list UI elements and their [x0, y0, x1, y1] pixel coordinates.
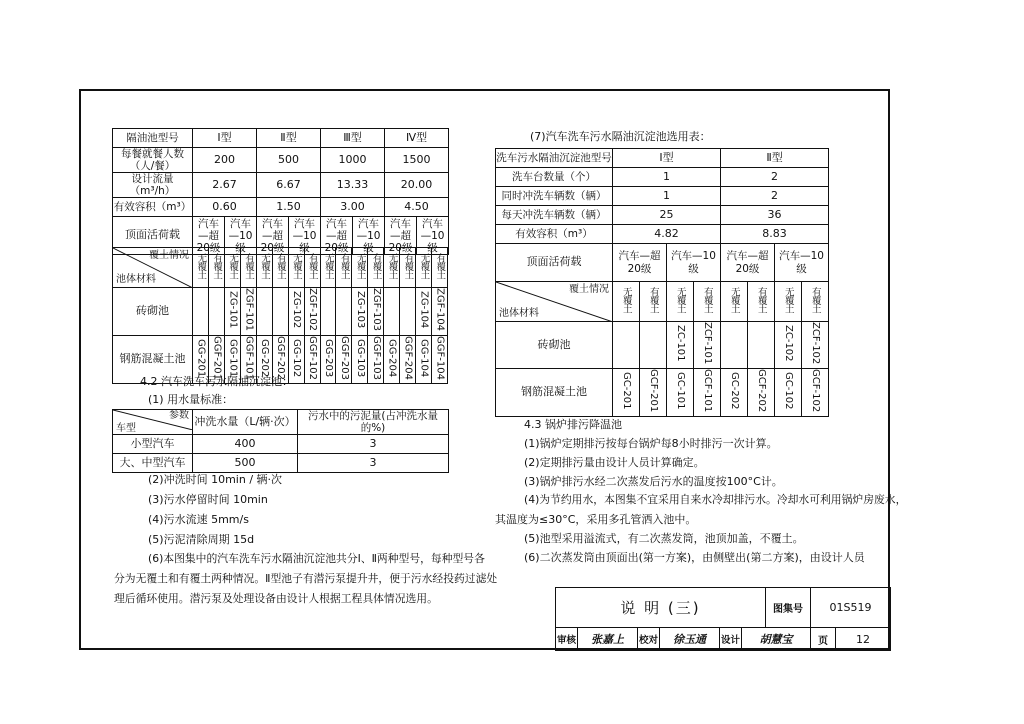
- check-signature: 徐玉通: [660, 628, 720, 651]
- grease-trap-table: [112, 128, 449, 255]
- t2-type-2: Ⅱ型: [721, 149, 829, 168]
- title-block: [555, 587, 891, 651]
- note-5: (5)污泥清除周期 15d: [148, 533, 255, 546]
- t1-rc-code: GG-102: [288, 335, 304, 384]
- t1-cover-cell: 无覆土: [288, 248, 304, 288]
- t2-cell: 36: [721, 206, 829, 225]
- t1-rc-code: GGF-203: [336, 335, 352, 384]
- t3-cell: 400: [193, 435, 298, 454]
- t1-brick-code: [400, 288, 416, 336]
- t1-cell: 0.60: [193, 198, 257, 217]
- atlas-number: 01S519: [811, 588, 891, 628]
- t1-cell: 2.67: [193, 173, 257, 198]
- t2-rc-code: GCF-202: [748, 368, 775, 416]
- t2-rc-code: GC-201: [613, 368, 640, 416]
- boiler-note-4-line1: (4)为节约用水，本图集不宜采用自来水冷却排污水。冷却水可利用锅炉房废水，: [524, 493, 907, 506]
- design-label: 设计: [720, 628, 742, 651]
- t1-rc-code: GG-202: [256, 335, 272, 384]
- t2-brick-code: [640, 322, 667, 369]
- t2-load: 汽车—超20级: [613, 244, 667, 282]
- t1-cover-cell: 有覆土: [400, 248, 416, 288]
- t1-brick-code: [272, 288, 288, 336]
- t1-load: 汽车—超20级: [385, 217, 417, 255]
- t3-cell: 3: [298, 454, 449, 473]
- t2-load: 汽车—10级: [667, 244, 721, 282]
- t1-cover-cell: 无覆土: [384, 248, 400, 288]
- t2-rc-code: GCF-201: [640, 368, 667, 416]
- t2-brick-code: ZC-102: [775, 322, 802, 369]
- t3-cell: 500: [193, 454, 298, 473]
- t2-rc-code: GC-101: [667, 368, 694, 416]
- t2-daily-label: 每天冲洗车辆数（辆）: [496, 206, 613, 225]
- t1-load: 汽车—10级: [417, 217, 449, 255]
- t2-brick-code: [613, 322, 640, 369]
- t1-brick-code: ZGF-104: [432, 288, 448, 336]
- boiler-note-6: (6)二次蒸发筒由顶面出(第一方案)，由侧壁出(第二方案)，由设计人员: [524, 551, 865, 564]
- t2-cover-cell: 有覆土: [802, 282, 829, 322]
- t1-cell: 1500: [385, 148, 449, 173]
- wash-water-table: [112, 409, 449, 473]
- t2-brick-code: ZCF-102: [802, 322, 829, 369]
- t2-rc-code: GCF-101: [694, 368, 721, 416]
- note-2: (2)冲洗时间 10min / 辆·次: [148, 473, 283, 486]
- t1-diag-top: 覆土情况: [149, 250, 189, 261]
- t2-cover-cell: 无覆土: [667, 282, 694, 322]
- t1-cover-cell: 有覆土: [208, 248, 224, 288]
- sheet-title: 说 明 (三): [556, 588, 766, 628]
- t1-load-label: 顶面活荷载: [113, 217, 193, 255]
- t1-brick-code: ZG-101: [224, 288, 240, 336]
- t3-cell: 大、中型汽车: [113, 454, 193, 473]
- t1-cover-cell: 无覆土: [193, 248, 209, 288]
- t2-cell: 8.83: [721, 225, 829, 244]
- t1-type-4: Ⅳ型: [385, 129, 449, 148]
- t1-rc-code: GG-204: [384, 335, 400, 384]
- t1-cell: 6.67: [257, 173, 321, 198]
- boiler-note-1: (1)锅炉定期排污按每台锅炉每8小时排污一次计算。: [524, 437, 778, 450]
- t1-type-2: Ⅱ型: [257, 129, 321, 148]
- grease-trap-code-table: [112, 247, 448, 384]
- t1-rc-code: GGF-104: [432, 335, 448, 384]
- design-signature: 胡慧宝: [742, 628, 811, 651]
- t1-cover-cell: 无覆土: [224, 248, 240, 288]
- t2-cover-cell: 有覆土: [748, 282, 775, 322]
- note-3: (3)污水停留时间 10min: [148, 493, 268, 506]
- t2-diag-top: 覆土情况: [569, 284, 609, 295]
- t1-rc-code: GGF-102: [304, 335, 320, 384]
- t1-cell: 4.50: [385, 198, 449, 217]
- t1-brick-code: ZGF-102: [304, 288, 320, 336]
- t1-diag-bottom: 池体材料: [116, 273, 156, 285]
- t1-load: 汽车—超20级: [321, 217, 353, 255]
- t2-cover-cell: 有覆土: [640, 282, 667, 322]
- t1-rc-code: GGF-101: [240, 335, 256, 384]
- t1-brick-code: [193, 288, 209, 336]
- t1-brick-code: ZG-104: [416, 288, 432, 336]
- t2-cell: 1: [613, 187, 721, 206]
- t2-load: 汽车—10级: [775, 244, 829, 282]
- t1-brick-code: ZGF-103: [368, 288, 384, 336]
- t1-rc-code: GGF-204: [400, 335, 416, 384]
- t1-cell: 200: [193, 148, 257, 173]
- t1-rc-code: GG-104: [416, 335, 432, 384]
- t1-cover-cell: 有覆土: [304, 248, 320, 288]
- t1-type-1: Ⅰ型: [193, 129, 257, 148]
- check-label: 校对: [638, 628, 660, 651]
- note-6-line2: 分为无覆土和有覆土两种情况。Ⅱ型池子有潜污泵提升井，便于污水经投药过滤处: [114, 572, 498, 585]
- t2-cover-cell: 无覆土: [775, 282, 802, 322]
- t1-brick-code: [208, 288, 224, 336]
- t1-load: 汽车—10级: [289, 217, 321, 255]
- section-4-3: 4.3 锅炉排污降温池: [524, 418, 622, 431]
- note-4: (4)污水流速 5mm/s: [148, 513, 249, 526]
- t1-cover-cell: 无覆土: [416, 248, 432, 288]
- t2-diagonal-header: [496, 282, 613, 322]
- t2-cell: 4.82: [613, 225, 721, 244]
- t1-rc-label: 钢筋混凝土池: [113, 335, 193, 384]
- selection-table-title: (7)汽车洗车污水隔油沉淀池选用表：: [530, 130, 711, 143]
- t2-stations-label: 洗车台数量（个）: [496, 168, 613, 187]
- t1-load: 汽车—10级: [353, 217, 385, 255]
- t3-header-sludge: 污水中的污泥量(占冲洗水量的%): [298, 410, 449, 435]
- t1-cell: 3.00: [321, 198, 385, 217]
- t2-cell: 2: [721, 187, 829, 206]
- t1-flow-label: 设计流量 （m³/h）: [113, 173, 193, 198]
- t2-rc-code: GCF-102: [802, 368, 829, 416]
- t1-type-3: Ⅲ型: [321, 129, 385, 148]
- page-label: 页: [811, 628, 836, 651]
- t1-cover-cell: 无覆土: [320, 248, 336, 288]
- t1-brick-code: [384, 288, 400, 336]
- t1-brick-code: ZG-102: [288, 288, 304, 336]
- t1-rc-code: GG-201: [193, 335, 209, 384]
- t1-load: 汽车—10级: [225, 217, 257, 255]
- t3-diag-bottom: 车型: [116, 422, 136, 434]
- t2-cell: 25: [613, 206, 721, 225]
- t2-brick-code: ZCF-101: [694, 322, 721, 369]
- t1-diners-label: 每餐就餐人数（人/餐）: [113, 148, 193, 173]
- t2-rc-code: GC-102: [775, 368, 802, 416]
- t1-load: 汽车—超20级: [257, 217, 289, 255]
- t3-cell: 3: [298, 435, 449, 454]
- t1-rc-code: GG-103: [352, 335, 368, 384]
- t2-type-header: 洗车污水隔油沉淀池型号: [496, 149, 613, 168]
- t1-cover-cell: 有覆土: [368, 248, 384, 288]
- boiler-note-4-line2: 其温度为≤30°C，采用多孔管洒入池中。: [495, 513, 697, 526]
- review-label: 审核: [556, 628, 578, 651]
- t1-cover-cell: 有覆土: [272, 248, 288, 288]
- t2-brick-label: 砖砌池: [496, 322, 613, 369]
- t1-volume-label: 有效容积（m³）: [113, 198, 193, 217]
- t1-type-header: 隔油池型号: [113, 129, 193, 148]
- review-signature: 张嘉上: [578, 628, 638, 651]
- t3-cell: 小型汽车: [113, 435, 193, 454]
- t1-cell: 13.33: [321, 173, 385, 198]
- boiler-note-3: (3)锅炉排污水经二次蒸发后污水的温度按100°C计。: [524, 475, 783, 488]
- t3-diagonal-header: [113, 410, 193, 435]
- t2-cover-cell: 有覆土: [694, 282, 721, 322]
- t2-brick-code: ZC-101: [667, 322, 694, 369]
- t1-cover-cell: 有覆土: [336, 248, 352, 288]
- t1-brick-code: [256, 288, 272, 336]
- t1-brick-code: [336, 288, 352, 336]
- t1-cell: 1000: [321, 148, 385, 173]
- t2-load: 汽车—超20级: [721, 244, 775, 282]
- note-6-line1: (6)本图集中的汽车洗车污水隔油沉淀池共分Ⅰ、Ⅱ两种型号，每种型号各: [148, 552, 485, 565]
- t1-rc-code: GG-101: [224, 335, 240, 384]
- water-standard-heading: (1) 用水量标准：: [148, 393, 234, 406]
- t1-cover-cell: 无覆土: [352, 248, 368, 288]
- t1-brick-label: 砖砌池: [113, 288, 193, 336]
- t1-brick-code: ZGF-101: [240, 288, 256, 336]
- t1-rc-code: GGF-201: [208, 335, 224, 384]
- t1-diagonal-header: [113, 248, 193, 288]
- section-4-2: 4.2 汽车洗车污水隔油沉淀池：: [140, 375, 293, 388]
- t3-header-water: 冲洗水量（L/辆·次）: [193, 410, 298, 435]
- t2-simul-label: 同时冲洗车辆数（辆）: [496, 187, 613, 206]
- t2-diag-bottom: 池体材料: [499, 307, 539, 319]
- t2-rc-code: GC-202: [721, 368, 748, 416]
- t2-type-1: Ⅰ型: [613, 149, 721, 168]
- t2-brick-code: [748, 322, 775, 369]
- t2-cell: 2: [721, 168, 829, 187]
- page-number: 12: [836, 628, 891, 651]
- note-6-line3: 理后循环使用。潜污泵及处理设备由设计人根据工程具体情况选用。: [114, 592, 438, 605]
- t2-load-label: 顶面活荷载: [496, 244, 613, 282]
- boiler-note-5: (5)池型采用溢流式，有二次蒸发筒，池顶加盖，不覆土。: [524, 532, 804, 545]
- t1-rc-code: GGF-202: [272, 335, 288, 384]
- t1-rc-code: GGF-103: [368, 335, 384, 384]
- atlas-number-label: 图集号: [766, 588, 811, 628]
- t1-brick-code: ZG-103: [352, 288, 368, 336]
- t1-cover-cell: 有覆土: [432, 248, 448, 288]
- t1-cover-cell: 无覆土: [256, 248, 272, 288]
- t2-cover-cell: 无覆土: [721, 282, 748, 322]
- t2-volume-label: 有效容积（m³）: [496, 225, 613, 244]
- t2-brick-code: [721, 322, 748, 369]
- t2-cell: 1: [613, 168, 721, 187]
- t2-rc-label: 钢筋混凝土池: [496, 368, 613, 416]
- t1-cell: 20.00: [385, 173, 449, 198]
- t3-diag-top: 参数: [169, 410, 189, 421]
- t1-brick-code: [320, 288, 336, 336]
- boiler-note-2: (2)定期排污量由设计人员计算确定。: [524, 456, 705, 469]
- car-wash-trap-table: [495, 148, 829, 417]
- t1-cover-cell: 有覆土: [240, 248, 256, 288]
- t1-cell: 1.50: [257, 198, 321, 217]
- t1-load: 汽车—超20级: [193, 217, 225, 255]
- t1-rc-code: GG-203: [320, 335, 336, 384]
- t2-cover-cell: 无覆土: [613, 282, 640, 322]
- t1-cell: 500: [257, 148, 321, 173]
